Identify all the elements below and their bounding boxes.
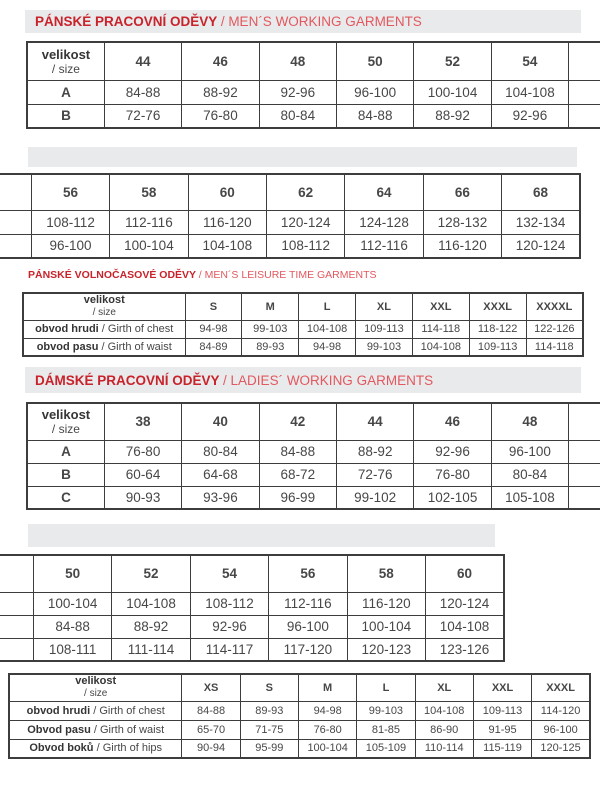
row-label-cell: A bbox=[27, 440, 104, 463]
value-cell: 84-88 bbox=[33, 615, 111, 638]
value-cell: 114-120 bbox=[532, 701, 590, 720]
mens-working-sizes-table-1-grid bbox=[26, 41, 600, 129]
value-cell: 96-100 bbox=[337, 80, 414, 104]
value-cell: 124-128 bbox=[345, 210, 423, 234]
value-cell: 109-113 bbox=[356, 320, 413, 338]
row-label-cell: B bbox=[27, 463, 104, 486]
size-header-cell: XXXL bbox=[469, 293, 526, 320]
size-header-cell: 50 bbox=[337, 42, 414, 80]
value-cell: 112-116 bbox=[110, 210, 188, 234]
value-cell: 60-64 bbox=[104, 463, 181, 486]
value-cell: 108-112 bbox=[31, 210, 109, 234]
value-cell: 80-84 bbox=[491, 463, 568, 486]
value-cell: 76-80 bbox=[182, 104, 259, 128]
size-header-cell: 68 bbox=[502, 174, 580, 210]
size-header-cell: 42 bbox=[259, 403, 336, 440]
value-cell: 123-126 bbox=[426, 638, 504, 661]
value-cell: 110-114 bbox=[415, 739, 473, 758]
value-cell: 76-80 bbox=[104, 440, 181, 463]
value-cell: 92-96 bbox=[259, 80, 336, 104]
value-cell: 100-104 bbox=[33, 592, 111, 615]
row-label-cell: A bbox=[27, 80, 104, 104]
size-header-cell: 64 bbox=[345, 174, 423, 210]
value-cell bbox=[0, 210, 31, 234]
value-cell: 76-80 bbox=[298, 720, 356, 739]
heading-english: / LADIES´ WORKING GARMENTS bbox=[223, 372, 434, 388]
size-header-cell: XL bbox=[415, 674, 473, 701]
value-cell: 105-109 bbox=[357, 739, 415, 758]
ladies-working-sizes-table-2-grid bbox=[0, 554, 505, 662]
value-cell: 104-108 bbox=[491, 80, 568, 104]
value-cell: 100-104 bbox=[347, 615, 425, 638]
size-header-cell: L bbox=[299, 293, 356, 320]
value-cell: 116-120 bbox=[188, 210, 266, 234]
value-cell: 111-114 bbox=[112, 638, 190, 661]
size-header-cell: 50 bbox=[33, 555, 111, 592]
size-header-cell: XS bbox=[182, 674, 240, 701]
value-cell: 115-119 bbox=[473, 739, 531, 758]
value-cell: 117-120 bbox=[269, 638, 347, 661]
value-cell: 72-76 bbox=[104, 104, 181, 128]
heading-czech: PÁNSKÉ VOLNOČASOVÉ ODĚVY bbox=[28, 269, 196, 281]
value-cell: 96-100 bbox=[269, 615, 347, 638]
size-header-cell bbox=[569, 403, 600, 440]
value-cell: 104-108 bbox=[415, 701, 473, 720]
value-cell: 88-92 bbox=[182, 80, 259, 104]
value-cell: 80-84 bbox=[259, 104, 336, 128]
ladies-working-sizes-table-1 bbox=[26, 402, 600, 510]
value-cell: 122-126 bbox=[526, 320, 583, 338]
value-cell: 92-96 bbox=[491, 104, 568, 128]
value-cell: 108-112 bbox=[190, 592, 268, 615]
value-cell: 99-103 bbox=[242, 320, 299, 338]
value-cell: 104-108 bbox=[426, 615, 504, 638]
heading-english: / MEN´S LEISURE TIME GARMENTS bbox=[198, 269, 377, 281]
value-cell: 88-92 bbox=[112, 615, 190, 638]
row-label-cell: Obvod boků / Girth of hips bbox=[9, 739, 182, 758]
ladies-working-sizes-table-2 bbox=[0, 554, 505, 662]
value-cell: 96-99 bbox=[259, 486, 336, 509]
ladies-working-sizes-table-1-grid bbox=[26, 402, 600, 510]
value-cell bbox=[569, 486, 600, 509]
value-cell: 94-98 bbox=[299, 338, 356, 356]
size-header-cell: XL bbox=[356, 293, 413, 320]
size-header-cell: L bbox=[357, 674, 415, 701]
value-cell: 109-113 bbox=[473, 701, 531, 720]
size-label-cell: velikost / size bbox=[27, 403, 104, 440]
size-header-cell: 52 bbox=[112, 555, 190, 592]
size-header-cell: 44 bbox=[337, 403, 414, 440]
mens-working-sizes-table-1 bbox=[26, 41, 600, 129]
value-cell: 65-70 bbox=[182, 720, 240, 739]
value-cell: 76-80 bbox=[414, 463, 491, 486]
value-cell bbox=[0, 234, 31, 258]
row-label-cell: Obvod pasu / Girth of waist bbox=[9, 720, 182, 739]
value-cell: 89-93 bbox=[240, 701, 298, 720]
size-header-cell: 60 bbox=[426, 555, 504, 592]
size-header-cell: 62 bbox=[267, 174, 345, 210]
heading-english: / MEN´S WORKING GARMENTS bbox=[220, 14, 422, 29]
value-cell: 114-118 bbox=[526, 338, 583, 356]
value-cell: 89-93 bbox=[242, 338, 299, 356]
value-cell: 88-92 bbox=[337, 440, 414, 463]
size-header-cell: 38 bbox=[104, 403, 181, 440]
size-header-cell: 58 bbox=[110, 174, 188, 210]
mens-leisure-sizes-table-grid bbox=[22, 292, 584, 357]
mens-working-sizes-table-2-grid bbox=[0, 173, 581, 259]
value-cell: 120-124 bbox=[267, 210, 345, 234]
value-cell: 81-85 bbox=[357, 720, 415, 739]
value-cell: 132-134 bbox=[502, 210, 580, 234]
value-cell: 128-132 bbox=[423, 210, 501, 234]
size-header-cell: M bbox=[242, 293, 299, 320]
size-header-cell: 44 bbox=[104, 42, 181, 80]
size-header-cell: 58 bbox=[347, 555, 425, 592]
size-label-cell: velikost / size bbox=[9, 674, 182, 701]
value-cell: 92-96 bbox=[414, 440, 491, 463]
value-cell: 96-100 bbox=[491, 440, 568, 463]
value-cell: 114-117 bbox=[190, 638, 268, 661]
size-header-cell: 40 bbox=[182, 403, 259, 440]
value-cell: 118-122 bbox=[469, 320, 526, 338]
size-label-cell: velikost / size bbox=[27, 42, 104, 80]
value-cell: 112-116 bbox=[269, 592, 347, 615]
mens-working-heading-band bbox=[25, 10, 581, 33]
size-header-cell: 54 bbox=[190, 555, 268, 592]
size-header-cell: 56 bbox=[31, 174, 109, 210]
ladies-letter-sizes-table bbox=[8, 673, 591, 759]
value-cell bbox=[0, 615, 33, 638]
value-cell: 88-92 bbox=[414, 104, 491, 128]
mens-working-sizes-table-2 bbox=[0, 173, 581, 259]
size-header-cell: 56 bbox=[269, 555, 347, 592]
size-header-cell bbox=[0, 174, 31, 210]
value-cell: 84-89 bbox=[185, 338, 242, 356]
value-cell: 112-116 bbox=[345, 234, 423, 258]
mens-leisure-heading bbox=[28, 269, 377, 281]
value-cell: 91-95 bbox=[473, 720, 531, 739]
size-header-cell: XXXXL bbox=[526, 293, 583, 320]
row-label-cell: B bbox=[27, 104, 104, 128]
size-header-cell bbox=[569, 42, 600, 80]
value-cell: 64-68 bbox=[182, 463, 259, 486]
value-cell: 71-75 bbox=[240, 720, 298, 739]
heading-czech: PÁNSKÉ PRACOVNÍ ODĚVY bbox=[35, 14, 218, 29]
value-cell: 109-113 bbox=[469, 338, 526, 356]
value-cell: 92-96 bbox=[190, 615, 268, 638]
separator-band bbox=[28, 147, 577, 167]
value-cell: 108-112 bbox=[267, 234, 345, 258]
value-cell bbox=[0, 638, 33, 661]
value-cell: 120-124 bbox=[502, 234, 580, 258]
value-cell: 104-108 bbox=[188, 234, 266, 258]
value-cell: 84-88 bbox=[337, 104, 414, 128]
ladies-letter-sizes-table-grid bbox=[8, 673, 591, 759]
value-cell: 84-88 bbox=[104, 80, 181, 104]
value-cell: 80-84 bbox=[182, 440, 259, 463]
value-cell bbox=[0, 592, 33, 615]
value-cell: 96-100 bbox=[532, 720, 590, 739]
value-cell: 96-100 bbox=[31, 234, 109, 258]
size-header-cell: 52 bbox=[414, 42, 491, 80]
value-cell: 120-123 bbox=[347, 638, 425, 661]
ladies-working-heading-band bbox=[25, 367, 581, 393]
separator-band bbox=[28, 524, 495, 547]
value-cell bbox=[569, 463, 600, 486]
value-cell: 116-120 bbox=[423, 234, 501, 258]
value-cell: 90-93 bbox=[104, 486, 181, 509]
value-cell: 94-98 bbox=[298, 701, 356, 720]
size-header-cell: 60 bbox=[188, 174, 266, 210]
value-cell: 100-104 bbox=[414, 80, 491, 104]
value-cell: 68-72 bbox=[259, 463, 336, 486]
value-cell bbox=[569, 104, 600, 128]
value-cell: 93-96 bbox=[182, 486, 259, 509]
size-header-cell: 48 bbox=[491, 403, 568, 440]
size-header-cell: XXL bbox=[473, 674, 531, 701]
row-label-cell: C bbox=[27, 486, 104, 509]
size-header-cell: 66 bbox=[423, 174, 501, 210]
value-cell: 72-76 bbox=[337, 463, 414, 486]
value-cell: 90-94 bbox=[182, 739, 240, 758]
row-label-cell: obvod pasu / Girth of waist bbox=[23, 338, 185, 356]
value-cell: 95-99 bbox=[240, 739, 298, 758]
value-cell bbox=[569, 440, 600, 463]
value-cell: 86-90 bbox=[415, 720, 473, 739]
value-cell: 104-108 bbox=[112, 592, 190, 615]
value-cell: 102-105 bbox=[414, 486, 491, 509]
size-header-cell: XXXL bbox=[532, 674, 590, 701]
size-header-cell: 46 bbox=[414, 403, 491, 440]
value-cell: 100-104 bbox=[110, 234, 188, 258]
value-cell: 104-108 bbox=[412, 338, 469, 356]
size-header-cell bbox=[0, 555, 33, 592]
value-cell: 99-102 bbox=[337, 486, 414, 509]
mens-leisure-sizes-table bbox=[22, 292, 584, 357]
value-cell: 100-104 bbox=[298, 739, 356, 758]
mens-working-heading bbox=[25, 14, 422, 29]
value-cell: 105-108 bbox=[491, 486, 568, 509]
row-label-cell: obvod hrudi / Girth of chest bbox=[23, 320, 185, 338]
size-header-cell: S bbox=[240, 674, 298, 701]
value-cell: 114-118 bbox=[412, 320, 469, 338]
value-cell: 99-103 bbox=[356, 338, 413, 356]
value-cell: 108-111 bbox=[33, 638, 111, 661]
value-cell: 99-103 bbox=[357, 701, 415, 720]
value-cell: 84-88 bbox=[182, 701, 240, 720]
size-header-cell: 48 bbox=[259, 42, 336, 80]
value-cell: 116-120 bbox=[347, 592, 425, 615]
size-header-cell: 54 bbox=[491, 42, 568, 80]
row-label-cell: obvod hrudi / Girth of chest bbox=[9, 701, 182, 720]
size-header-cell: XXL bbox=[412, 293, 469, 320]
heading-czech: DÁMSKÉ PRACOVNÍ ODĚVY bbox=[35, 372, 220, 388]
size-header-cell: S bbox=[185, 293, 242, 320]
size-label-cell: velikost / size bbox=[23, 293, 185, 320]
value-cell: 84-88 bbox=[259, 440, 336, 463]
value-cell: 104-108 bbox=[299, 320, 356, 338]
value-cell bbox=[569, 80, 600, 104]
ladies-working-heading bbox=[25, 373, 433, 388]
value-cell: 120-124 bbox=[426, 592, 504, 615]
value-cell: 94-98 bbox=[185, 320, 242, 338]
size-header-cell: M bbox=[298, 674, 356, 701]
value-cell: 120-125 bbox=[532, 739, 590, 758]
size-header-cell: 46 bbox=[182, 42, 259, 80]
